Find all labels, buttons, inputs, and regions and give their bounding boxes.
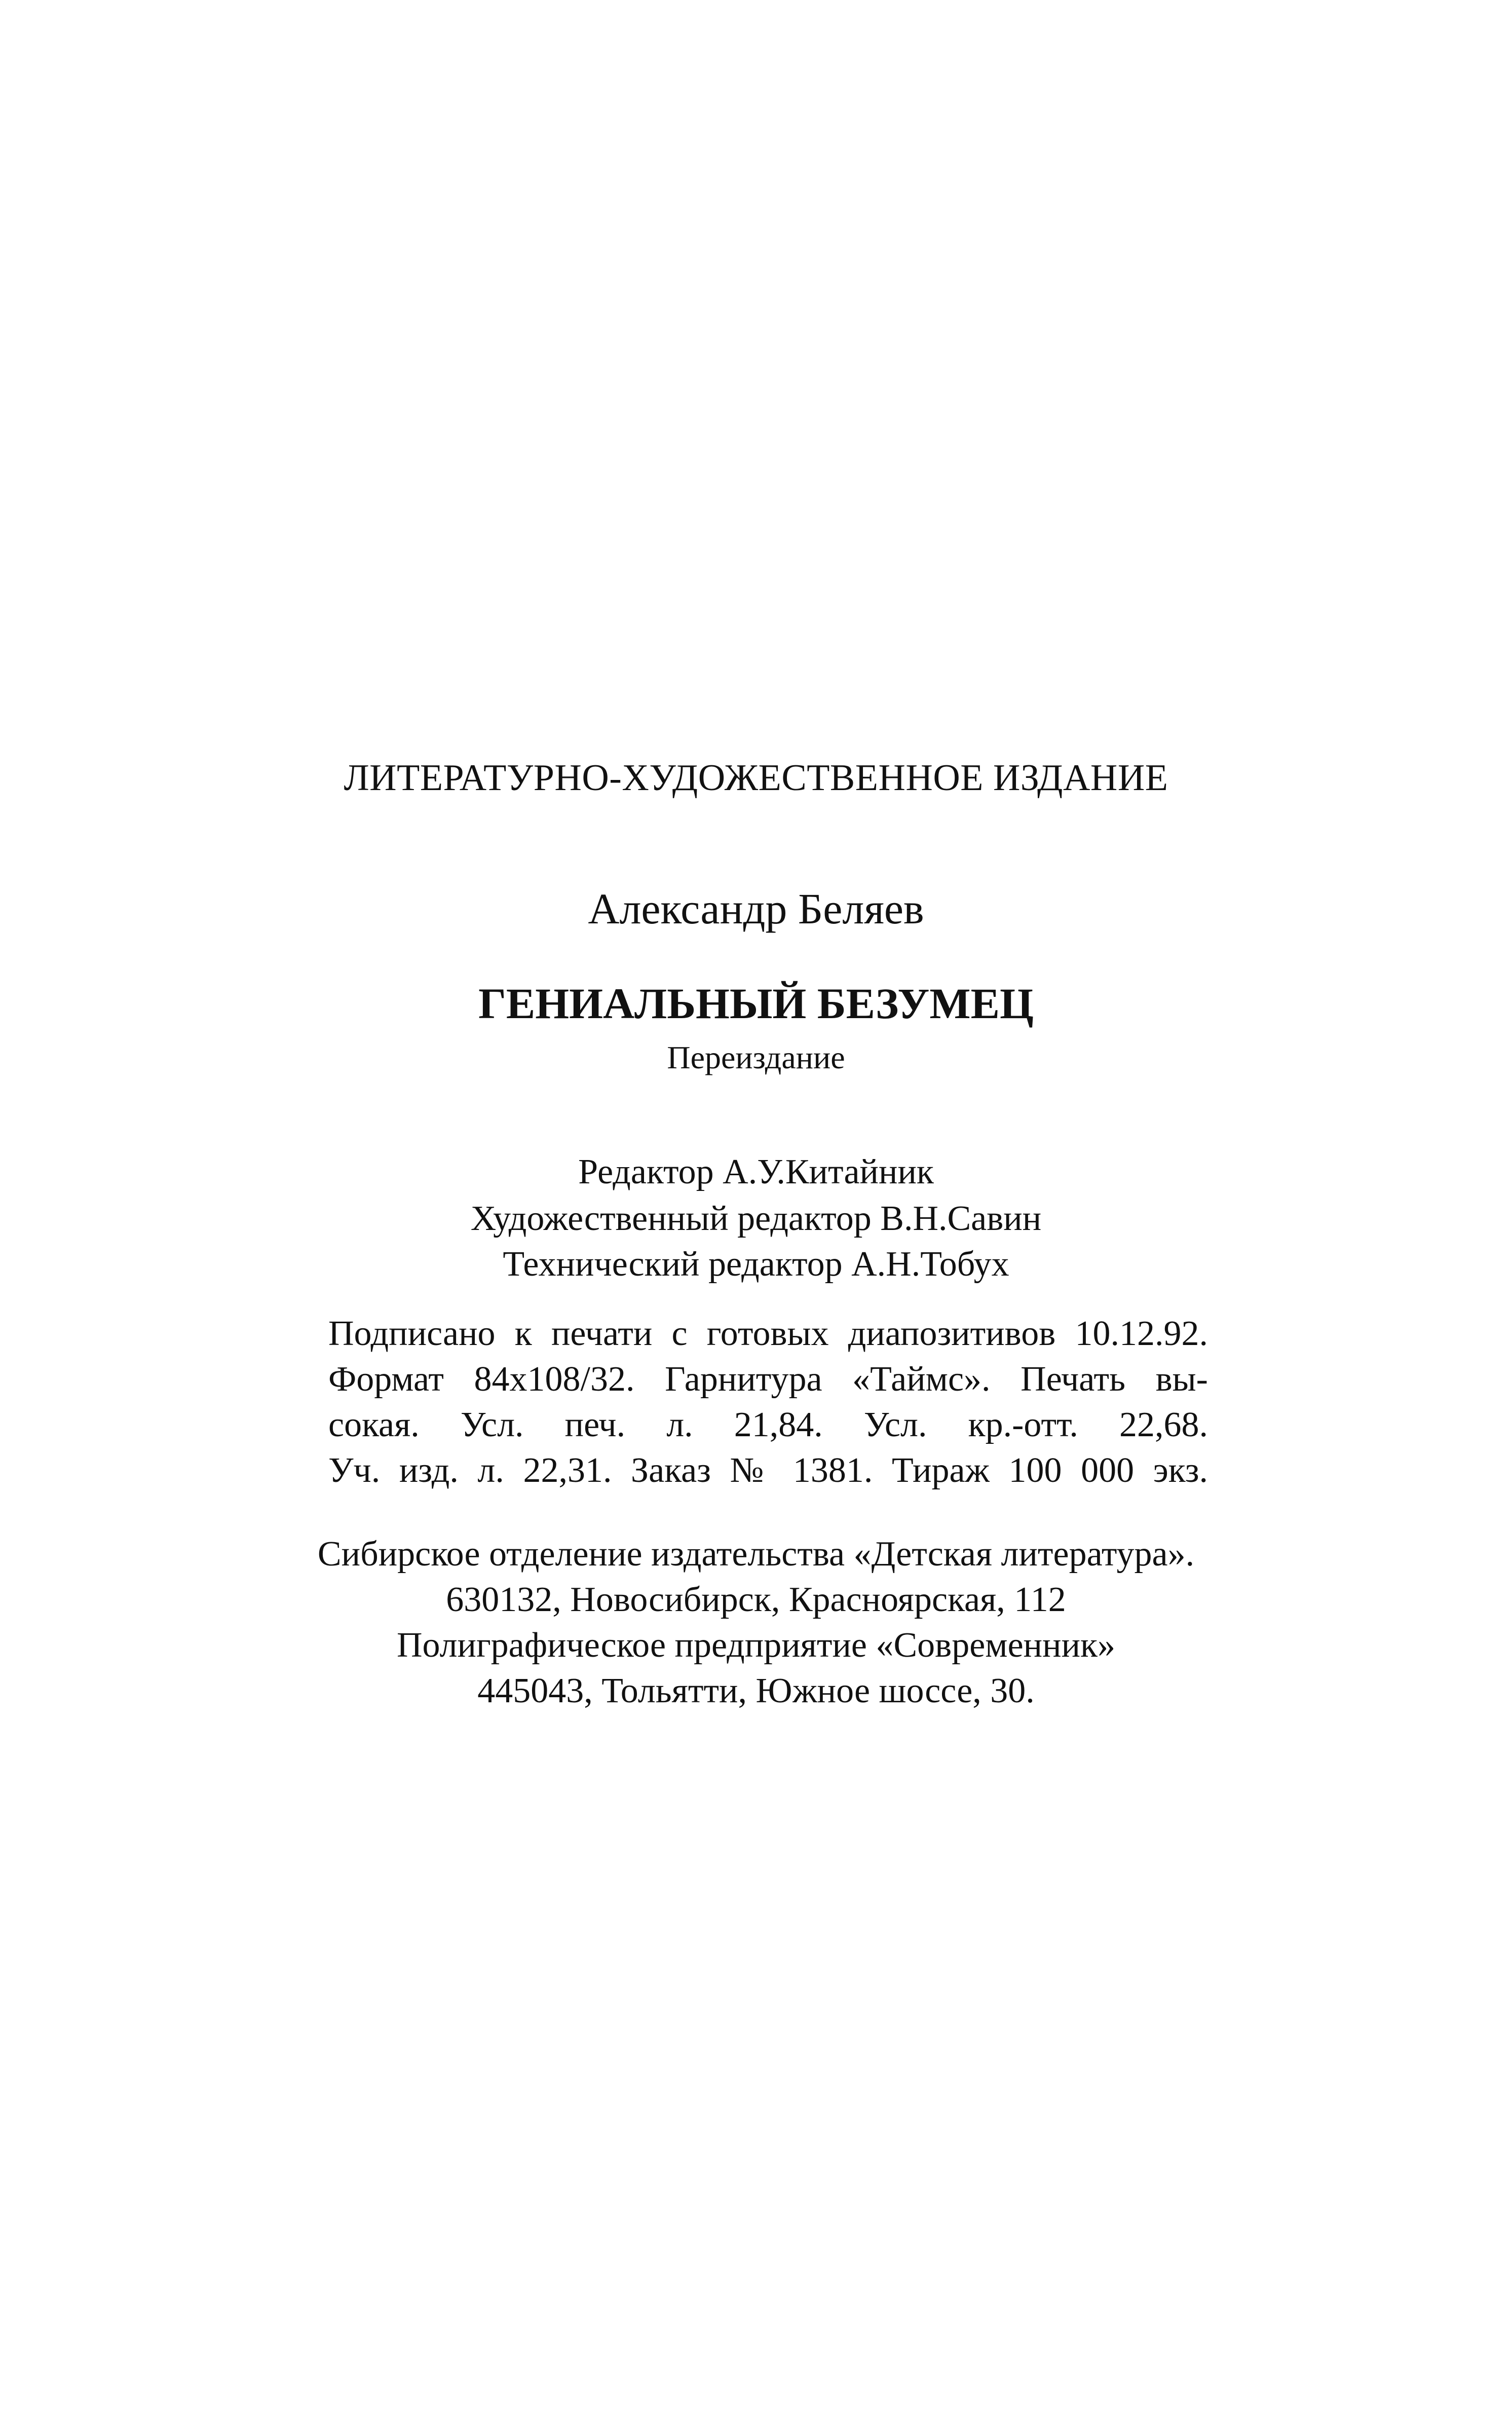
publisher-name: Сибирское отделение издательства «Детская литература». <box>317 1535 1195 1574</box>
publisher-address: 630132, Новосибирск, Красноярская, 112 <box>446 1580 1066 1619</box>
printer-address: 445043, Тольятти, Южное шоссе, 30. <box>477 1671 1035 1710</box>
printer-name: Полиграфическое предприятие «Современник» <box>396 1626 1116 1665</box>
book-title: ГЕНИАЛЬНЫЙ БЕЗУМЕЦ <box>478 979 1034 1028</box>
credit-editor: Редактор А.У.Китайник <box>578 1152 934 1191</box>
book-subtitle: Переиздание <box>667 1039 845 1075</box>
imprint-line-order: Уч. изд. л. 22,31. Заказ № 1381. Тираж 100 000 экз. <box>328 1451 1208 1490</box>
imprint-line-format: Формат 84х108/32. Гарнитура «Таймс». Печать вы- <box>328 1360 1208 1399</box>
edition-type: ЛИТЕРАТУРНО-ХУДОЖЕСТВЕННОЕ ИЗДАНИЕ <box>344 757 1168 799</box>
author-name: Александр Беляев <box>588 884 924 933</box>
imprint-line-signed: Подписано к печати с готовых диапозитивов 10.12.92. <box>328 1314 1208 1353</box>
imprint-line-sheets: сокая. Усл. печ. л. 21,84. Усл. кр.-отт. 22,68. <box>328 1405 1208 1444</box>
credit-art-editor: Художественный редактор В.Н.Савин <box>470 1199 1042 1238</box>
credit-technical-editor: Технический редактор А.Н.Тобух <box>503 1245 1009 1284</box>
